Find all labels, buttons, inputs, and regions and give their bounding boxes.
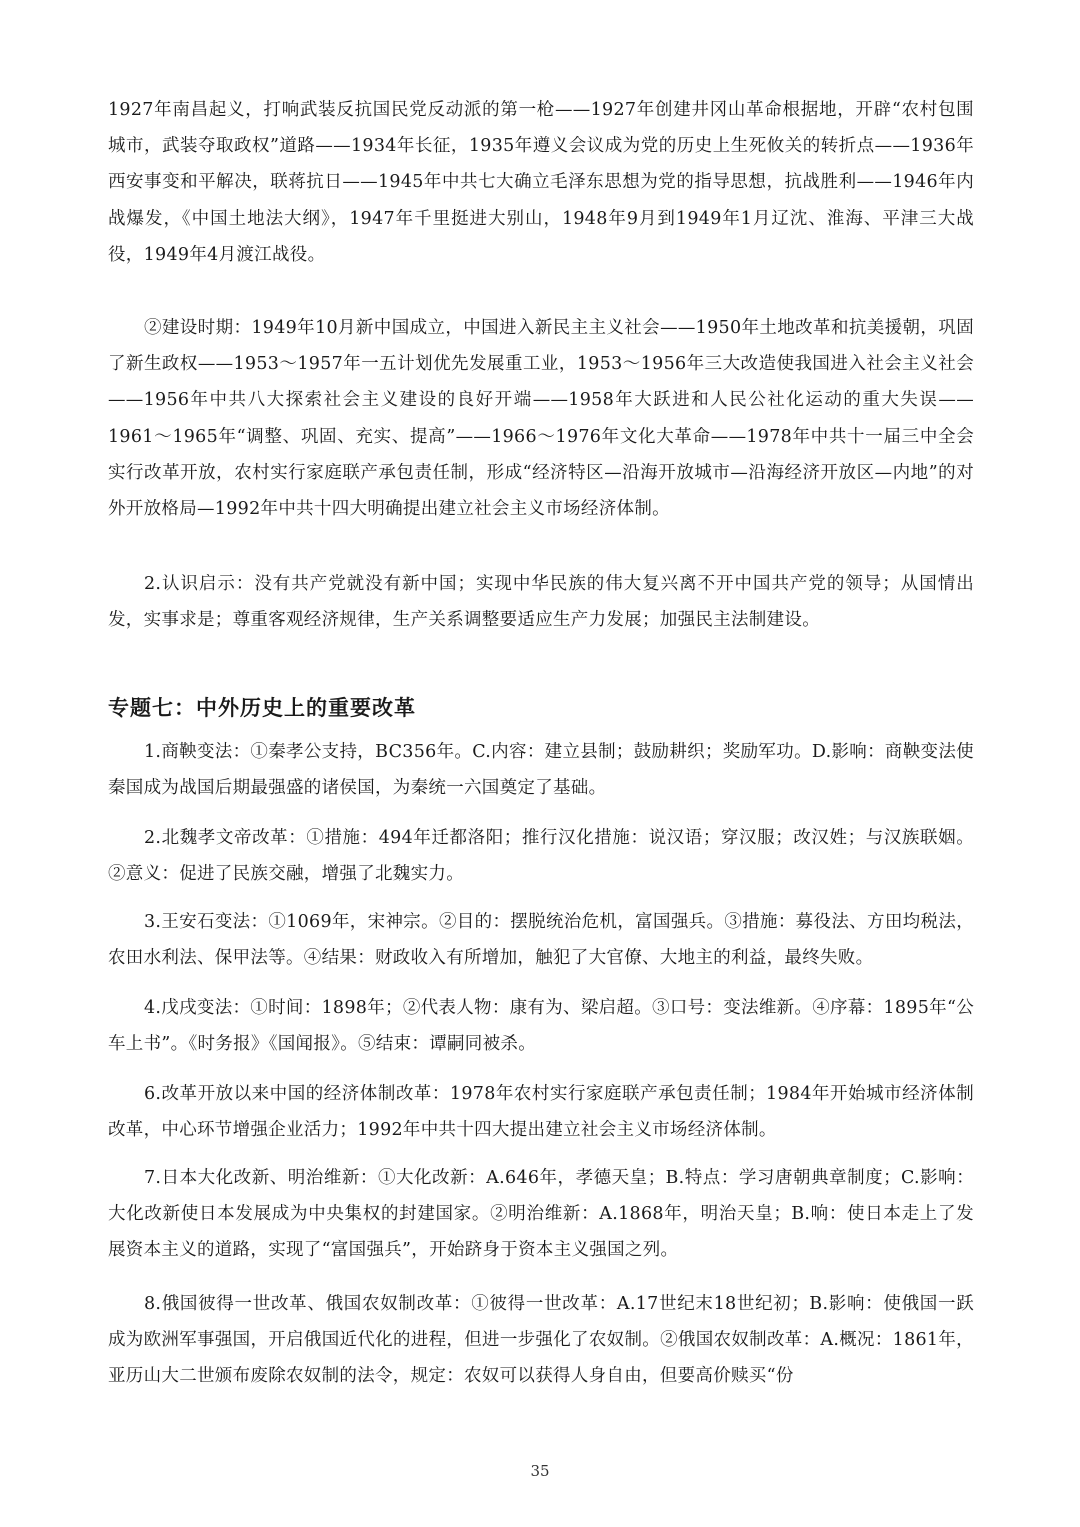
paragraph-insight: 2.认识启示：没有共产党就没有新中国；实现中华民族的伟大复兴离不开中国共产党的领导；从国情出发，实事求是；尊重客观经济规律，生产关系调整要适应生产力发展；加强民主法制建设。 <box>108 574 974 631</box>
list-item-reform-opening: 6.改革开放以来中国的经济体制改革：1978年农村实行家庭联产承包责任制；1984年开始城市经济体制改革，中心环节增强企业活力；1992年中共十四大提出建立社会主义市场经济体制。 <box>108 1084 974 1141</box>
page-number: 35 <box>530 1462 550 1480</box>
section-heading: 专题七：中外历史上的重要改革 <box>108 696 416 720</box>
list-item-wuxu: 4.戊戌变法：①时间：1898年；②代表人物：康有为、梁启超。③口号：变法维新。④序幕：1895年“公车上书”。《时务报》《国闻报》。⑤结束：谭嗣同被杀。 <box>108 998 975 1055</box>
list-item-wang-anshi: 3.王安石变法：①1069年，宋神宗。②目的：摆脱统治危机，富国强兵。③措施：募役法、方田均税法，农田水利法、保甲法等。④结果：财政收入有所增加，触犯了大官僚、大地主的利益，最终失败。 <box>108 912 974 969</box>
list-item-russia-reforms: 8.俄国彼得一世改革、俄国农奴制改革：①彼得一世改革：A.17世纪末18世纪初；B.影响：使俄国一跃成为欧洲军事强国，开启俄国近代化的进程，但进一步强化了农奴制。②俄国农奴制改革：A.概况：1861年，亚历山大二世颁布废除农奴制的法令，规定：农奴可以获得人身自由，但要高价赎买“份 <box>108 1294 974 1387</box>
list-item-japan-reforms: 7.日本大化改新、明治维新：①大化改新：A.646年，孝德天皇；B.特点：学习唐朝典章制度；C.影响：大化改新使日本发展成为中央集权的封建国家。②明治维新：A.1868年，明治天皇；B.响：使日本走上了发展资本主义的道路，实现了“富国强兵”，开始跻身于资本主义强国之列。 <box>108 1168 974 1261</box>
list-item-xiaowen: 2.北魏孝文帝改革：①措施：494年迁都洛阳；推行汉化措施：说汉语；穿汉服；改汉姓；与汉族联姻。②意义：促进了民族交融，增强了北魏实力。 <box>108 828 974 885</box>
list-item-shang-yang: 1.商鞅变法：①秦孝公支持，BC356年。C.内容：建立县制；鼓励耕织；奖励军功。D.影响：商鞅变法使秦国成为战国后期最强盛的诸侯国，为秦统一六国奠定了基础。 <box>108 742 974 799</box>
paragraph-construction-period: ②建设时期：1949年10月新中国成立，中国进入新民主主义社会——1950年土地改革和抗美援朝，巩固了新生政权——1953～1957年一五计划优先发展重工业，1953～1956年三大改造使我国进入社会主义社会——1956年中共八大探索社会主义建设的良好开端——1958年大跃进和人民公社化运动的重大失误——1961～1965年“调整、巩固、充实、提高”——1966～1976年文化大革命——1978年中共十一届三中全会实行改革开放，农村实行家庭联产承包责任制，形成“经济特区—沿海开放城市—沿海经济开放区—内地”的对外开放格局—1992年中共十四大明确提出建立社会主义市场经济体制。 <box>108 318 974 520</box>
paragraph-revolution-period: 1927年南昌起义，打响武装反抗国民党反动派的第一枪——1927年创建井冈山革命根据地，开辟“农村包围城市，武装夺取政权”道路——1934年长征，1935年遵义会议成为党的历史上生死攸关的转折点——1936年西安事变和平解决，联蒋抗日——1945年中共七大确立毛泽东思想为党的指导思想，抗战胜利——1946年内战爆发，《中国土地法大纲》，1947年千里挺进大别山，1948年9月到1949年1月辽沈、淮海、平津三大战役，1949年4月渡江战役。 <box>108 100 974 265</box>
